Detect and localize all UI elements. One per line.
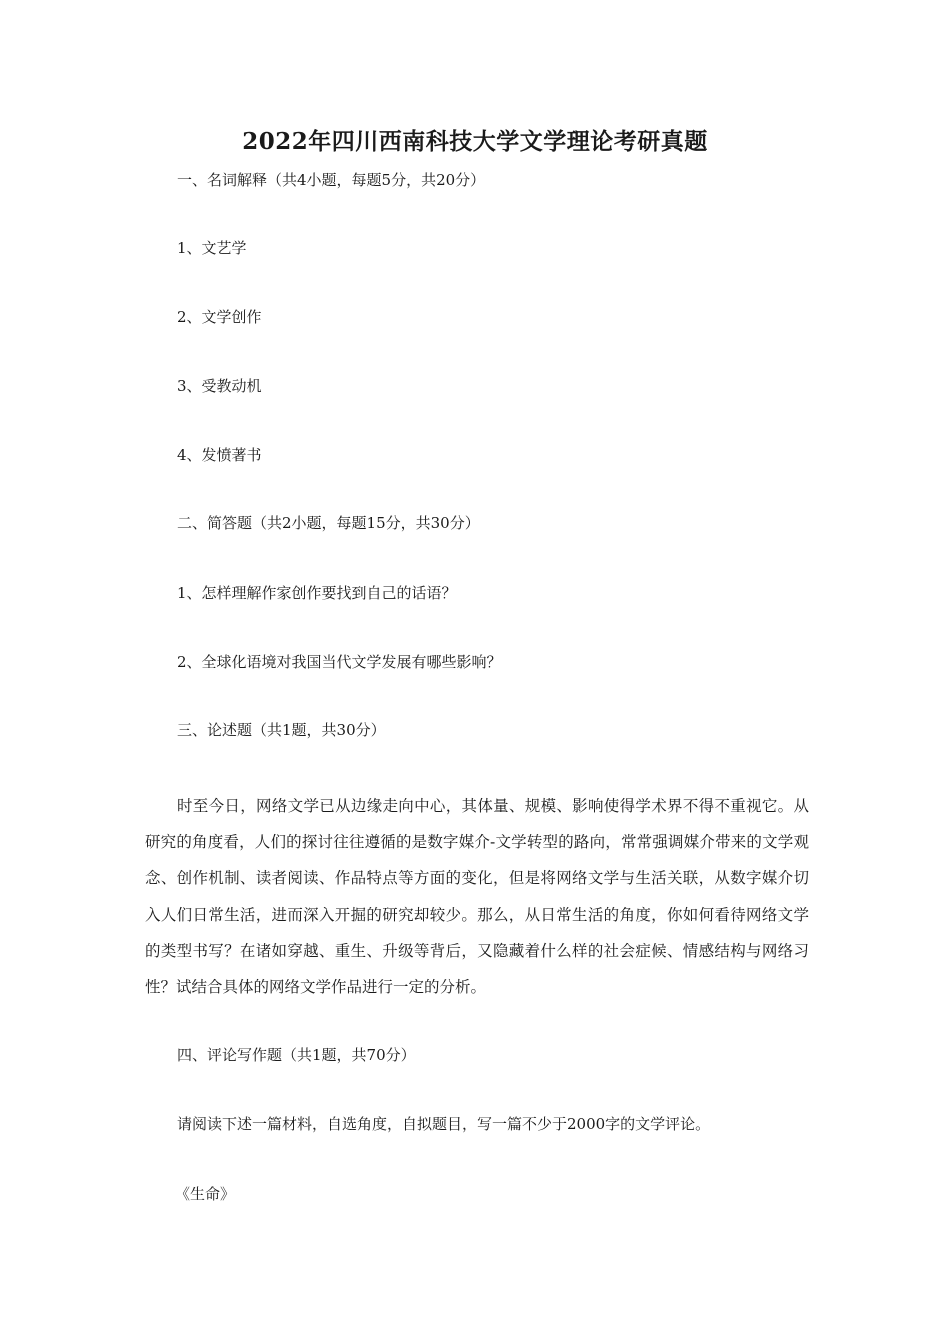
section1-item: 1、文艺学 (177, 239, 247, 257)
section3-heading: 三、论述题（共1题，共30分） (177, 721, 386, 739)
section1-heading: 一、名词解释（共4小题，每题5分，共20分） (177, 171, 486, 189)
page-title: 2022年四川西南科技大学文学理论考研真题 (242, 128, 708, 155)
section4-heading: 四、评论写作题（共1题，共70分） (177, 1046, 416, 1064)
section3-body-paragraph: 时至今日，网络文学已从边缘走向中心，其体量、规模、影响使得学术界不得不重视它。从研究的角度看，人们的探讨往往遵循的是数字媒介-文学转型的路向，常常强调媒介带来的文学观念、创作机制、读者阅读、作品特点等方面的变化，但是将网络文学与生活关联，从数字媒介切入人们日常生活，进而深入开掘的研究却较少。那么，从日常生活的角度，你如何看待网络文学的类型书写？在诸如穿越、重生、升级等背后，又隐藏着什么样的社会症候、情感结构与网络习性？试结合具体的网络文学作品进行一定的分析。 (145, 797, 809, 997)
section4-instruction: 请阅读下述一篇材料，自选角度，自拟题目，写一篇不少于2000字的文学评论。 (177, 1115, 711, 1133)
section2-item: 2、全球化语境对我国当代文学发展有哪些影响？ (177, 653, 502, 671)
section1-item: 2、文学创作 (177, 308, 262, 326)
work-title: 《生命》 (175, 1185, 236, 1203)
section2-item: 1、怎样理解作家创作要找到自己的话语？ (177, 584, 457, 602)
section1-item: 3、受教动机 (177, 377, 262, 395)
section2-heading: 二、简答题（共2小题，每题15分，共30分） (177, 514, 480, 532)
section1-item: 4、发愤著书 (177, 446, 262, 464)
